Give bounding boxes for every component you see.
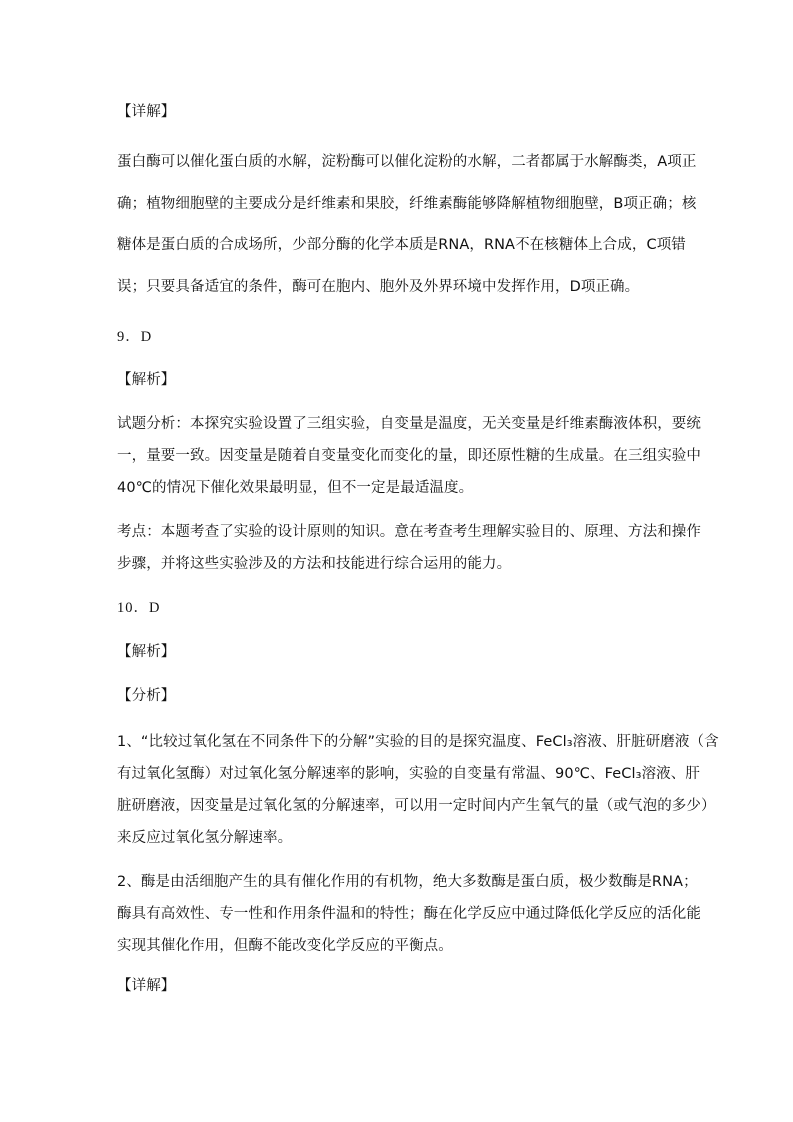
paragraph-line: 40℃的情况下催化效果最明显，但不一定是最适温度。 [117,480,474,496]
paragraph-line: 蛋白酶可以催化蛋白质的水解，淀粉酶可以催化淀粉的水解，二者都属于水解酶类，A项正 [117,154,697,170]
paragraph-line: 酶具有高效性、专一性和作用条件温和的特性；酶在化学反应中通过降低化学反应的活化能 [117,906,701,922]
paragraph-line: 误；只要具备适宜的条件，酶可在胞内、胞外及外界环境中发挥作用，D项正确。 [117,279,640,295]
paragraph-line: 一，量要一致。因变量是随着自变量变化而变化的量，即还原性糖的生成量。在三组实验中 [117,448,701,464]
answer-q9: 9．D [117,329,153,345]
section-heading-analysis: 【解析】 [117,372,176,388]
paragraph-line: 2、酶是由活细胞产生的具有催化作用的有机物，绝大多数酶是蛋白质，极少数酶是RNA； [117,874,698,890]
section-heading-detail: 【详解】 [117,104,176,120]
paragraph-line: 糖体是蛋白质的合成场所，少部分酶的化学本质是RNA，RNA不在核糖体上合成，C项错 [117,237,686,253]
section-heading-reasoning: 【分析】 [117,688,176,704]
section-heading-analysis: 【解析】 [117,644,176,660]
paragraph-line: 有过氧化氢酶）对过氧化氢分解速率的影响，实验的自变量有常温、90℃、FeCl₃溶液、肝 [117,766,700,782]
paragraph-line: 实现其催化作用，但酶不能改变化学反应的平衡点。 [117,938,453,954]
paragraph-line: 确；植物细胞壁的主要成分是纤维素和果胶，纤维素酶能够降解植物细胞壁，B项正确；核 [117,196,697,212]
paragraph-line: 来反应过氧化氢分解速率。 [117,830,293,846]
paragraph-line: 考点：本题考查了实验的设计原则的知识。意在考查考生理解实验目的、原理、方法和操作 [117,524,701,540]
paragraph-line: 步骤，并将这些实验涉及的方法和技能进行综合运用的能力。 [117,556,512,572]
section-heading-detail: 【详解】 [117,978,176,994]
paragraph-line: 脏研磨液，因变量是过氧化氢的分解速率，可以用一定时间内产生氧气的量（或气泡的多少） [117,798,716,814]
answer-q10: 10．D [117,600,161,616]
paragraph-line: 试题分析：本探究实验设置了三组实验，自变量是温度，无关变量是纤维素酶液体积，要统 [117,416,701,432]
paragraph-line: 1、“比较过氧化氢在不同条件下的分解”实验的目的是探究温度、FeCl₃溶液、肝脏研磨液（含 [117,734,719,750]
